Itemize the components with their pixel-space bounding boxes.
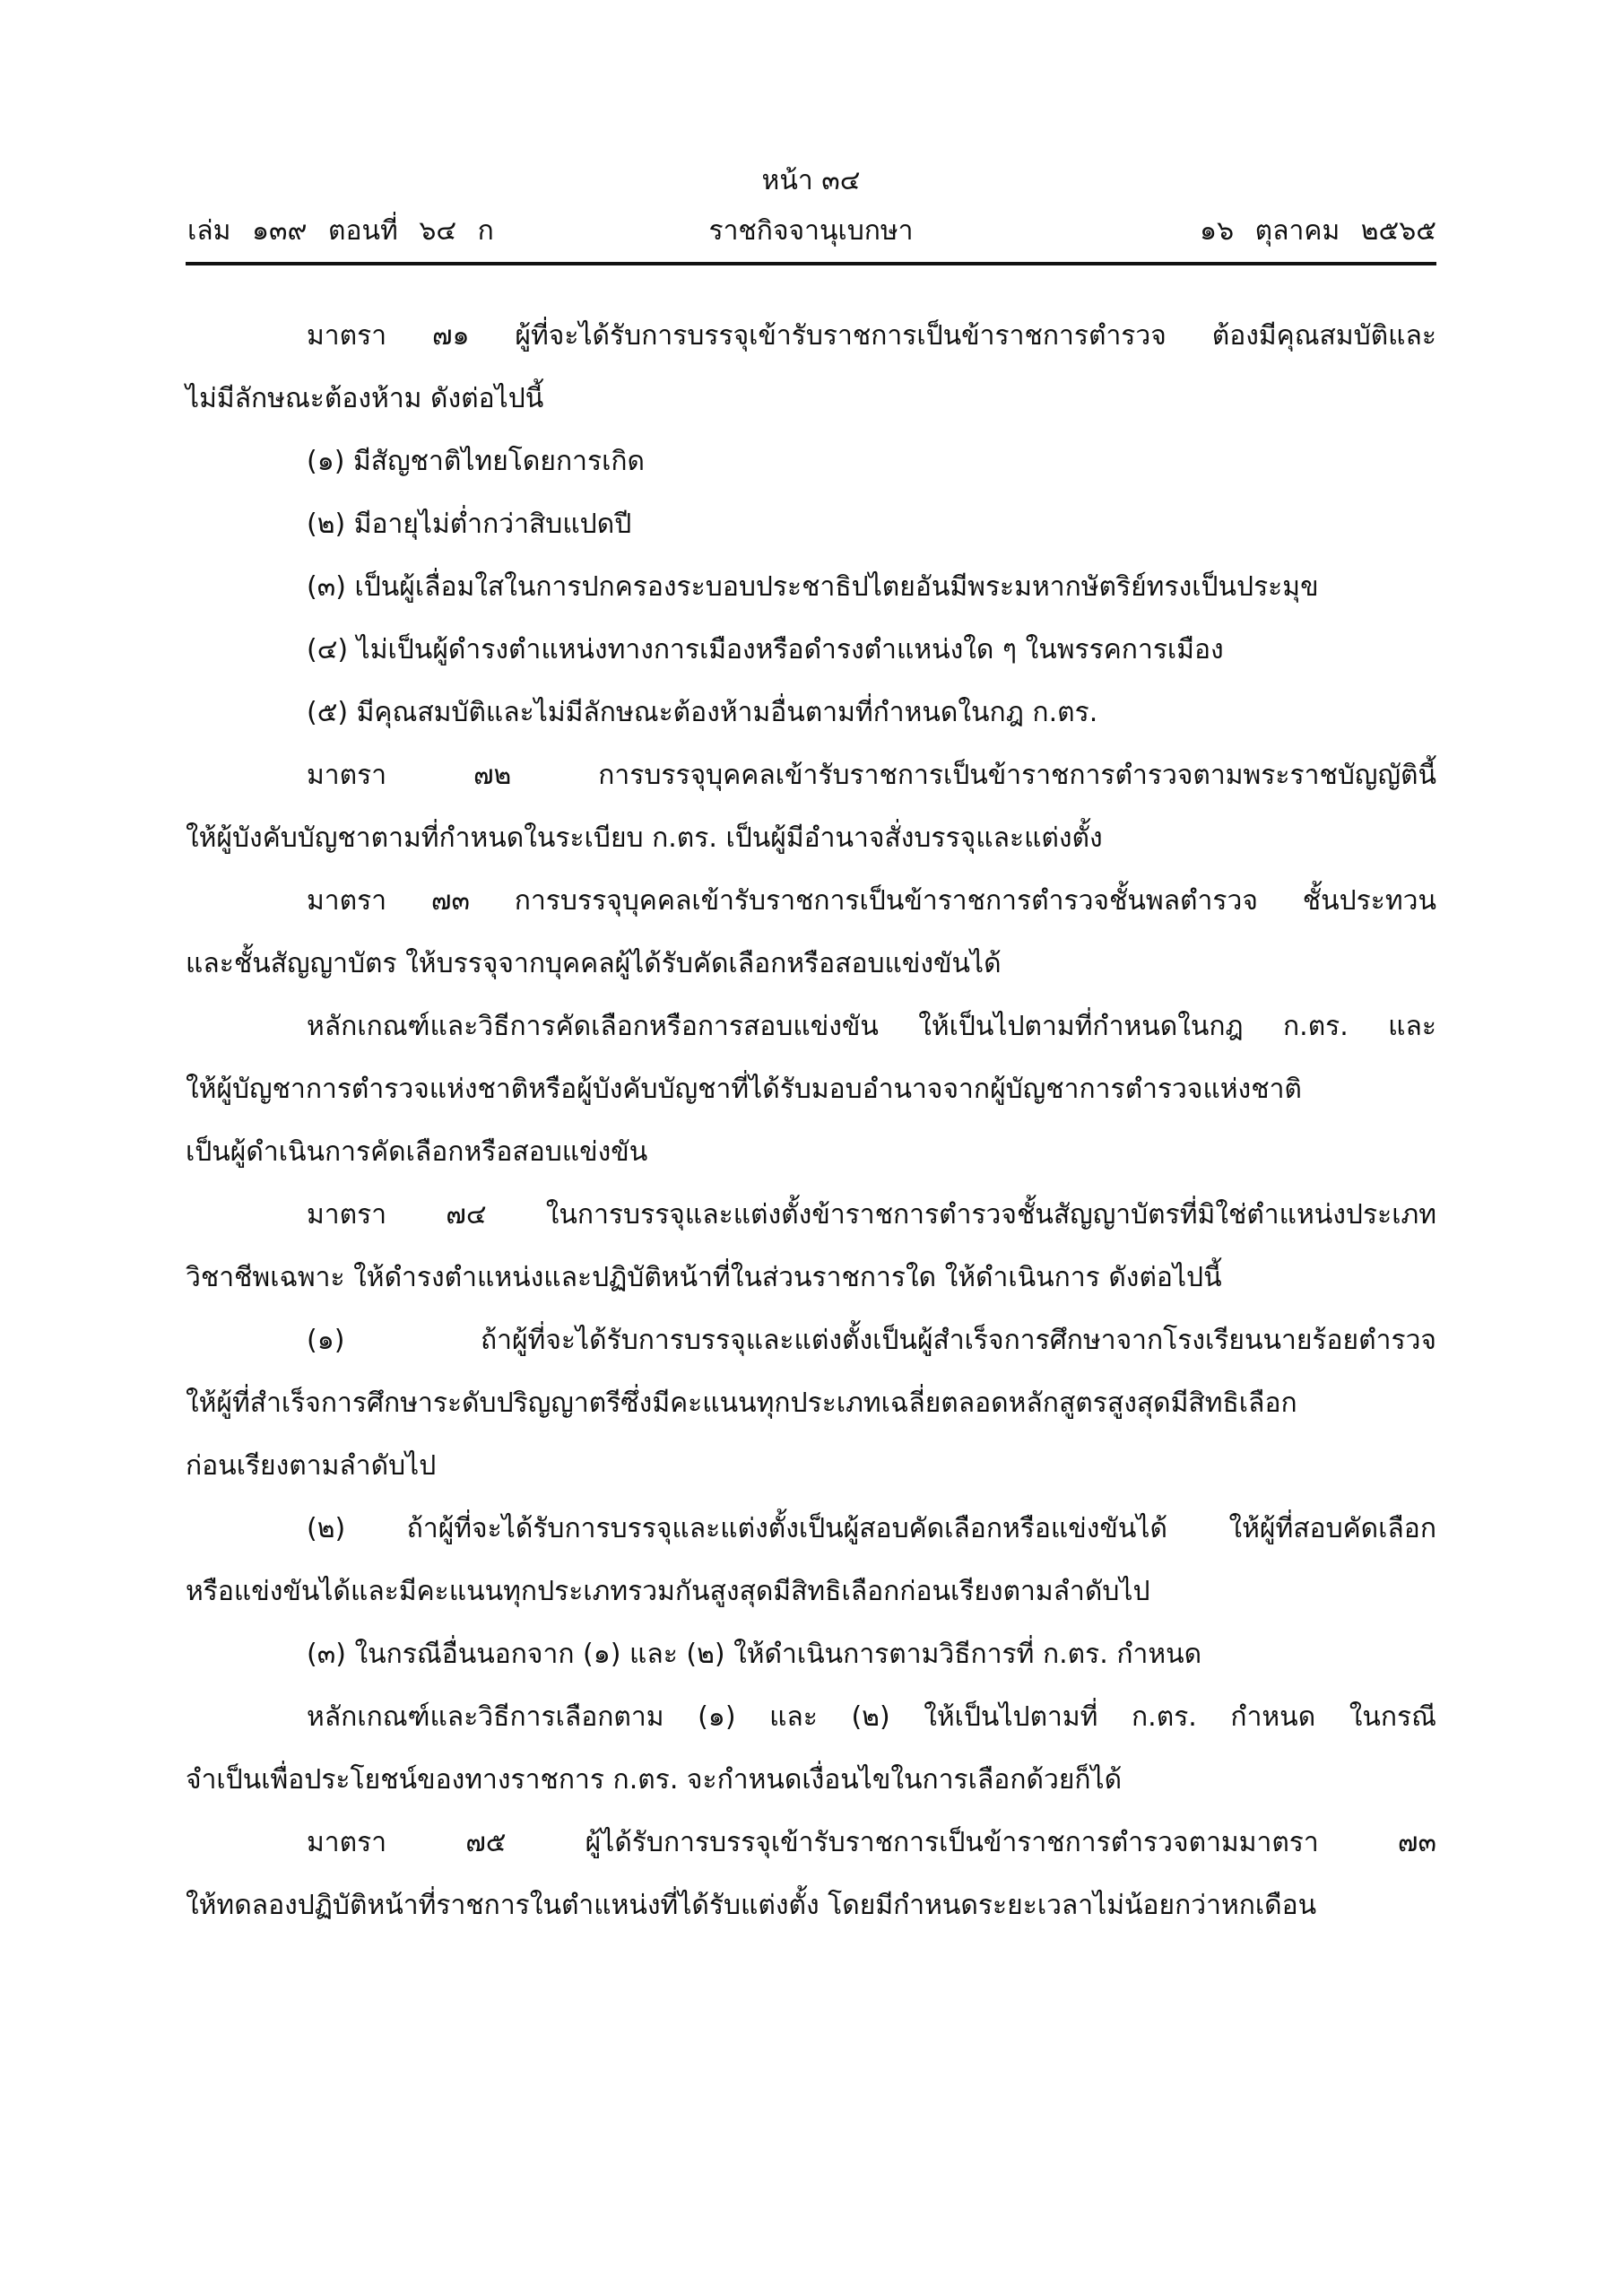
- section-74-line-2: วิชาชีพเฉพาะ ให้ดำรงตำแหน่งและปฏิบัติหน้าที่ในส่วนราชการใด ให้ดำเนินการ ดังต่อไปนี้: [186, 1262, 1222, 1293]
- section-71-line-1: มาตรา ๗๑ ผู้ที่จะได้รับการบรรจุเข้ารับราชการเป็นข้าราชการตำรวจ ต้องมีคุณสมบัติและ: [307, 320, 1436, 352]
- gazette-header: [186, 212, 1436, 251]
- section-73-line-1: มาตรา ๗๓ การบรรจุบุคคลเข้ารับราชการเป็นข้าราชการตำรวจชั้นพลตำรวจ ชั้นประทวน: [307, 885, 1436, 917]
- section-75-line-1: มาตรา ๗๕ ผู้ได้รับการบรรจุเข้ารับราชการเป็นข้าราชการตำรวจตามมาตรา ๗๓: [307, 1827, 1436, 1858]
- gazette-title: ราชกิจจานุเบกษา: [708, 215, 914, 247]
- clause-71-2: (๒) มีอายุไม่ต่ำกว่าสิบแปดปี: [307, 509, 632, 540]
- clause-71-4: (๔) ไม่เป็นผู้ดำรงตำแหน่งทางการเมืองหรือดำรงตำแหน่งใด ๆ ในพรรคการเมือง: [307, 634, 1224, 665]
- section-74-para2-line-2: จำเป็นเพื่อประโยชน์ของทางราชการ ก.ตร. จะกำหนดเงื่อนไขในการเลือกด้วยก็ได้: [186, 1764, 1123, 1796]
- section-74-para2-line-1: หลักเกณฑ์และวิธีการเลือกตาม (๑) และ (๒) ให้เป็นไปตามที่ ก.ตร. กำหนด ในกรณี: [307, 1701, 1436, 1733]
- clause-71-1: (๑) มีสัญชาติไทยโดยการเกิด: [307, 446, 645, 477]
- publication-date: ๑๖ ตุลาคม ๒๕๖๕: [1200, 215, 1436, 247]
- section-72-line-1: มาตรา ๗๒ การบรรจุบุคคลเข้ารับราชการเป็นข้าราชการตำรวจตามพระราชบัญญัตินี้: [307, 760, 1436, 791]
- section-74-line-1: มาตรา ๗๔ ในการบรรจุและแต่งตั้งข้าราชการตำรวจชั้นสัญญาบัตรที่มิใช่ตำแหน่งประเภท: [307, 1199, 1436, 1231]
- section-72-line-2: ให้ผู้บังคับบัญชาตามที่กำหนดในระเบียบ ก.ตร. เป็นผู้มีอำนาจสั่งบรรจุและแต่งตั้ง: [186, 822, 1103, 854]
- clause-74-2-line-1: (๒) ถ้าผู้ที่จะได้รับการบรรจุและแต่งตั้งเป็นผู้สอบคัดเลือกหรือแข่งขันได้ ให้ผู้ที่สอบคัดเลือก: [307, 1513, 1436, 1544]
- clause-71-5: (๕) มีคุณสมบัติและไม่มีลักษณะต้องห้ามอื่นตามที่กำหนดในกฎ ก.ตร.: [307, 697, 1098, 728]
- section-71-line-2: ไม่มีลักษณะต้องห้าม ดังต่อไปนี้: [186, 383, 544, 414]
- header-divider: [186, 262, 1436, 265]
- section-73-para2-line-3: เป็นผู้ดำเนินการคัดเลือกหรือสอบแข่งขัน: [186, 1136, 648, 1168]
- document-body: [186, 305, 1436, 1937]
- clause-74-1-line-3: ก่อนเรียงตามลำดับไป: [186, 1450, 437, 1482]
- clause-74-1-line-2: ให้ผู้ที่สำเร็จการศึกษาระดับปริญญาตรีซึ่งมีคะแนนทุกประเภทเฉลี่ยตลอดหลักสูตรสูงสุดมีสิทธิเลือก: [186, 1387, 1297, 1419]
- clause-74-1-line-1: (๑) ถ้าผู้ที่จะได้รับการบรรจุและแต่งตั้งเป็นผู้สำเร็จการศึกษาจากโรงเรียนนายร้อยตำรวจ: [307, 1325, 1436, 1356]
- clause-74-3: (๓) ในกรณีอื่นนอกจาก (๑) และ (๒) ให้ดำเนินการตามวิธีการที่ ก.ตร. กำหนด: [307, 1639, 1202, 1670]
- volume-issue: เล่ม ๑๓๙ ตอนที่ ๖๔ ก: [187, 215, 494, 247]
- section-73-para2-line-2: ให้ผู้บัญชาการตำรวจแห่งชาติหรือผู้บังคับบัญชาที่ได้รับมอบอำนาจจากผู้บัญชาการตำรวจแห่งชาติ: [186, 1074, 1302, 1105]
- clause-74-2-line-2: หรือแข่งขันได้และมีคะแนนทุกประเภทรวมกันสูงสุดมีสิทธิเลือกก่อนเรียงตามลำดับไป: [186, 1576, 1150, 1607]
- section-73-line-2: และชั้นสัญญาบัตร ให้บรรจุจากบุคคลผู้ได้รับคัดเลือกหรือสอบแข่งขันได้: [186, 948, 1002, 979]
- section-75-line-2: ให้ทดลองปฏิบัติหน้าที่ราชการในตำแหน่งที่ได้รับแต่งตั้ง โดยมีกำหนดระยะเวลาไม่น้อยกว่าหกเดือน: [186, 1890, 1317, 1921]
- section-73-para2-line-1: หลักเกณฑ์และวิธีการคัดเลือกหรือการสอบแข่งขัน ให้เป็นไปตามที่กำหนดในกฎ ก.ตร. และ: [307, 1011, 1436, 1042]
- page-number: หน้า ๓๔: [761, 165, 861, 196]
- clause-71-3: (๓) เป็นผู้เลื่อมใสในการปกครองระบอบประชาธิปไตยอันมีพระมหากษัตริย์ทรงเป็นประมุข: [307, 571, 1319, 603]
